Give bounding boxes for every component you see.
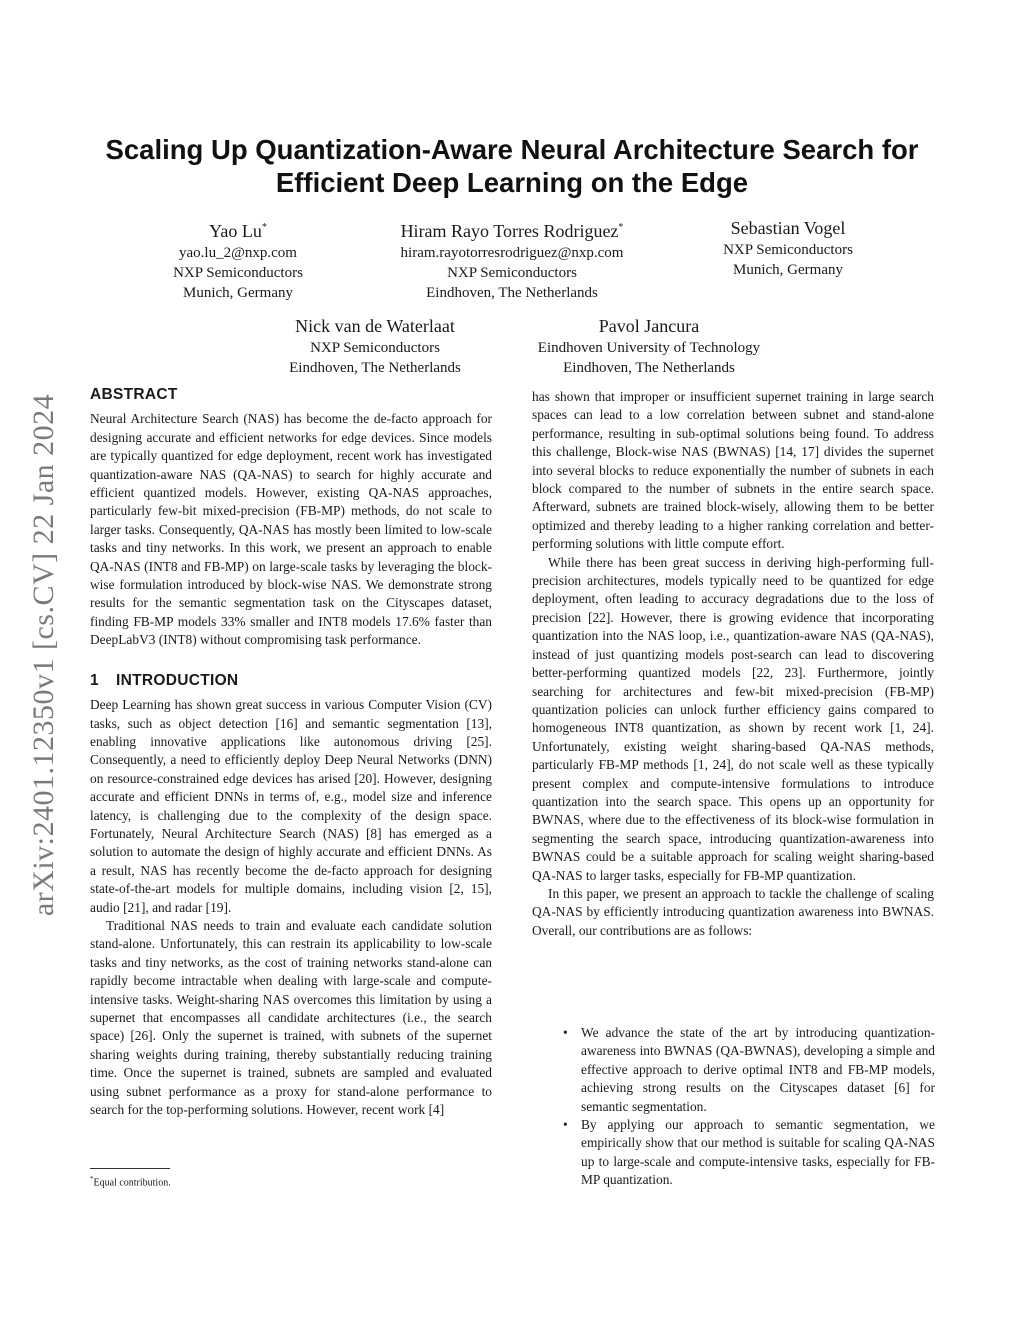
author-location: Eindhoven, The Netherlands xyxy=(563,360,735,376)
author-affiliation: NXP Semiconductors xyxy=(310,340,440,356)
list-item xyxy=(555,1024,935,1116)
bullet-icon: • xyxy=(563,1025,568,1040)
author-location: Eindhoven, The Netherlands xyxy=(426,285,598,301)
intro-heading xyxy=(90,672,492,690)
author-email: yao.lu_2@nxp.com xyxy=(179,245,297,261)
author-email: hiram.rayotorresrodriguez@nxp.com xyxy=(400,245,624,261)
author-name: Sebastian Vogel xyxy=(730,218,846,238)
section-number: 1 xyxy=(90,671,99,689)
list-item xyxy=(555,1116,935,1190)
author-block xyxy=(362,216,662,303)
author-location: Munich, Germany xyxy=(183,285,293,301)
author-block xyxy=(514,314,784,378)
arxiv-identifier: arXiv:2401.12350v1 [cs.CV] 22 Jan 2024 xyxy=(27,393,60,917)
author-location: Eindhoven, The Netherlands xyxy=(289,360,461,376)
contribution-text: We advance the state of the art by introducing quantization-awareness into BWNAS (QA-BWNAS), developing a simple and effective approach to derive optimal INT8 and FB-MP models, achieving strong results on the Cityscapes dataset [6] for semantic segmentation. xyxy=(581,1025,935,1114)
intro-paragraph-1: Deep Learning has shown great success in various Computer Vision (CV) tasks, such as object detection [16] and semantic segmentation [13], enabling innovative applications like autonomous driving [25]. Consequently, a need to efficiently deploy Deep Neural Networks (DNN) on resource-constrained edge devices has arised [20]. However, designing accurate and efficient DNNs in terms of, e.g., model size and inference latency, is challenging due to the complexity of the design space. Fortunately, Neural Architecture Search (NAS) [8] has emerged as a solution to automate the design of highly accurate and efficient DNNs. As a result, NAS has recently become the de-facto approach for designing state-of-the-art models for multiple domains, including vision [2, 15], audio [21], and radar [19]. xyxy=(90,697,492,915)
right-column xyxy=(532,388,934,940)
title-line-2: Efficient Deep Learning on the Edge xyxy=(275,167,749,198)
intro-paragraph-3: has shown that improper or insufficient supernet training in large search spaces can lead to a low correlation between subnet and stand-alone performance, resulting in sub-optimal solutions being found. To address this challenge, Block-wise NAS (BWNAS) [14, 17] divides the supernet into several blocks to reduce exponentially the number of subnets in each block compared to the number of subnets in the entire search space. Afterward, subnets are trained block-wisely, allowing them to be better optimized and thereby leading to a higher ranking correlation and better-performing solutions with little compute effort. xyxy=(532,389,934,552)
author-location: Munich, Germany xyxy=(733,262,843,278)
author-name: Hiram Rayo Torres Rodriguez xyxy=(400,221,619,241)
author-affiliation: NXP Semiconductors xyxy=(723,242,853,258)
author-mark: * xyxy=(618,222,624,233)
footnote-mark: * xyxy=(90,1175,94,1183)
intro-paragraph-5: In this paper, we present an approach to tackle the challenge of scaling QA-NAS by efficiently introducing quantization awareness into BWNAS. Overall, our contributions are as follows: xyxy=(532,885,934,938)
section-title: INTRODUCTION xyxy=(116,671,239,689)
author-name: Pavol Jancura xyxy=(598,316,700,336)
author-block xyxy=(260,314,490,378)
abstract-text: Neural Architecture Search (NAS) has become the de-facto approach for designing accurate and efficient networks for edge devices. Since models are typically quantized for edge deployment, recent work has investigated quantization-aware NAS (QA-NAS) to search for highly accurate and efficient quantized models. However, existing QA-NAS approaches, particularly few-bit mixed-precision (FB-MP) methods, do not scale to larger tasks. Consequently, QA-NAS has mostly been limited to low-scale tasks and tiny networks. In this work, we present an approach to enable QA-NAS (INT8 and FB-MP) on large-scale tasks by leveraging the block-wise formulation introduced by block-wise NAS. We demonstrate strong results for the semantic segmentation task on the Cityscapes dataset, finding FB-MP models 33% smaller and INT8 models 17.6% faster than DeepLabV3 (INT8) without compromising task performance. xyxy=(90,411,492,648)
author-block xyxy=(138,216,338,303)
author-affiliation: NXP Semiconductors xyxy=(447,265,577,281)
author-affiliation: NXP Semiconductors xyxy=(173,265,303,281)
bullet-icon: • xyxy=(563,1117,568,1133)
contributions-list xyxy=(555,1024,935,1190)
footnote xyxy=(90,1173,171,1189)
intro-paragraph-2: Traditional NAS needs to train and evaluate each candidate solution stand-alone. Unfortunately, this can restrain its applicability to low-scale tasks and tiny networks, as the cost of training networks stand-alone can rapidly become intractable when dealing with large-scale and compute-intensive tasks. Weight-sharing NAS overcomes this limitation by using a supernet that encompasses all candidate architectures (i.e., the search space) [26]. Only the supernet is trained, with subnets of the supernet sharing weights during training, thereby substantially reducing training time. Once the supernet is trained, subnets are sampled and evaluated using subnet performance as a proxy for stand-alone performance to search for the top-performing solutions. However, recent work [4] xyxy=(90,917,492,1118)
author-name: Nick van de Waterlaat xyxy=(295,316,455,336)
author-block xyxy=(688,216,888,280)
author-name: Yao Lu xyxy=(209,221,262,241)
author-affiliation: Eindhoven University of Technology xyxy=(537,340,761,356)
author-mark: * xyxy=(261,222,267,233)
intro-paragraph-4: While there has been great success in deriving high-performing full-precision architectures, models typically need to be quantized for edge deployment, often leading to accuracy degradations due to the loss of precision [22]. However, there is growing evidence that incorporating quantization into the NAS loop, i.e., quantization-aware NAS (QA-NAS), instead of just quantizing models post-search can lead to discovering better-performing quantized models [22, 23]. Furthermore, jointly searching for architectures and few-bit mixed-precision (FB-MP) quantization policies can unlock further efficiency gains compared to homogeneous INT8 quantization, as shown by recent work [1, 24]. Unfortunately, existing weight sharing-based QA-NAS methods, particularly FB-MP methods [1, 24], do not scale well as these typically present complex and compute-intensive formulations to introduce quantization into the search space. This opens up an opportunity for BWNAS, where due to the effectiveness of its block-wise formulation in segmenting the search space, introducing quantization-awareness into BWNAS could be a suitable approach for scaling weight sharing-based QA-NAS to larger tasks, especially for FB-MP quantization. xyxy=(532,554,934,883)
abstract-heading: ABSTRACT xyxy=(90,386,178,403)
contribution-text: By applying our approach to semantic segmentation, we empirically show that our method is suitable for scaling QA-NAS up to large-scale and compute-intensive tasks, especially for FB-MP quantization. xyxy=(581,1117,935,1188)
paper-title xyxy=(60,133,964,199)
title-line-1: Scaling Up Quantization-Aware Neural Architecture Search for xyxy=(105,134,919,165)
footnote-text: Equal contribution. xyxy=(93,1177,171,1189)
left-column xyxy=(90,386,492,1119)
footnote-rule xyxy=(90,1168,170,1169)
